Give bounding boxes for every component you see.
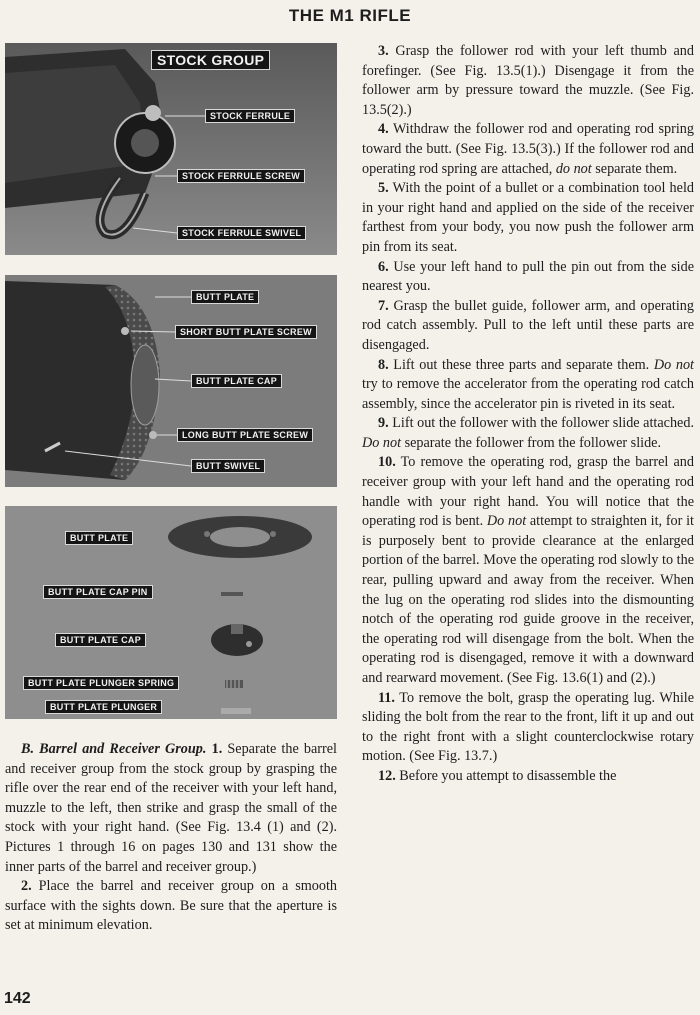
step-number: 10. <box>378 454 396 471</box>
page-number: 142 <box>4 990 31 1007</box>
paragraph-text: Before you attempt to disassemble the <box>395 767 617 784</box>
emphasis-text: Do not <box>653 356 694 373</box>
emphasis-text: do not <box>555 160 592 177</box>
paragraph-2 <box>5 877 337 936</box>
label-butt-plate: BUTT PLATE <box>191 290 259 304</box>
left-column-text <box>5 740 337 936</box>
step-number: 2. <box>21 878 32 895</box>
paragraph-text: try to remove the accelerator from the operating rod catch assembly, since the accelerator pin is riveted in its seat. <box>362 376 694 412</box>
paragraph-text: Withdraw the follower rod and operating rod spring toward the butt. (See Fig. 13.5(3).) If the follower rod and operating rod spring are attached, <box>362 121 694 177</box>
step-number: 5. <box>378 180 389 197</box>
step-number: 12. <box>378 767 396 784</box>
paragraph-text: Separate the barrel and receiver group from the stock group by grasping the rifle over the rear end of the receiver with your left hand, muzzle to the left, then strike and grasp the small of the stock with your right hand. (See Fig. 13.4 (1) and (2). Pictures 1 through 16 on pages 130 and 131 show the inner parts of the barrel and receiver group.) <box>5 741 337 875</box>
paragraph-10 <box>362 453 694 688</box>
step-number: 9. <box>378 415 389 432</box>
paragraph-11 <box>362 689 694 767</box>
label-stock-ferrule: STOCK FERRULE <box>205 109 295 123</box>
paragraph-text: To remove the operating rod, grasp the barrel and receiver group with your left hand and the operating rod handle with your right hand. You will notice that the operating rod is bent. <box>362 454 694 530</box>
label-butt-swivel: BUTT SWIVEL <box>191 459 265 473</box>
paragraph-text: Lift out these three parts and separate them. <box>388 356 654 373</box>
butt-plate-photo <box>5 275 337 487</box>
label-short-butt-plate-screw: SHORT BUTT PLATE SCREW <box>175 325 317 339</box>
paragraph-text: Grasp the follower rod with your left thumb and forefinger. (See Fig. 13.5(1).) Disengage it from the follower arm by pressure toward the muzzle. (See Fig. 13.5(2).) <box>362 43 694 118</box>
step-number: 7. <box>378 297 389 314</box>
page-header: THE M1 RIFLE <box>288 6 412 25</box>
label-butt-plate-plunger-spring: BUTT PLATE PLUNGER SPRING <box>23 676 179 690</box>
paragraph-text: To remove the bolt, grasp the operating lug. While sliding the bolt from the rear to the front, lift it up and out to the right front with a slight counterclockwise rotary motion. (See Fig. 13.7.) <box>362 689 694 765</box>
label-butt-plate-cap-part: BUTT PLATE CAP <box>55 633 146 647</box>
step-number: 1. <box>211 741 223 757</box>
label-butt-plate-plunger: BUTT PLATE PLUNGER <box>45 700 162 714</box>
paragraph-b1 <box>5 740 337 877</box>
label-stock-ferrule-swivel: STOCK FERRULE SWIVEL <box>177 226 306 240</box>
paragraph-text: Place the barrel and receiver group on a smooth surface with the sights down. Be sure that the aperture is set at minimum elevation. <box>5 878 337 934</box>
paragraph-text: attempt to straighten it, for it is purposely bent to provide clearance at the enlarged portion of the barrel. Move the operating rod slowly to the rear, pulling upward and away from the receiver. When the lug on the operating rod slides into the dismounting notch of the operating rod guide groove in the receiver, the operating rod will disengage from the bolt. When the operating rod is disengaged, remove it with a downward and rearward movement. (See Fig. 13.6(1) and (2).) <box>362 513 695 686</box>
right-column-text <box>362 42 694 787</box>
step-number: 11. <box>378 689 395 706</box>
step-number: 4. <box>378 121 389 138</box>
label-long-butt-plate-screw: LONG BUTT PLATE SCREW <box>177 428 313 442</box>
emphasis-text: Do not <box>362 434 402 451</box>
paragraph-text: separate the follower from the follower slide. <box>401 434 662 451</box>
label-butt-plate-cap-pin: BUTT PLATE CAP PIN <box>43 585 153 599</box>
stock-group-illustration <box>5 43 337 255</box>
paragraph-4 <box>362 120 694 179</box>
paragraph-8 <box>362 356 694 415</box>
label-butt-plate-part: BUTT PLATE <box>65 531 133 545</box>
step-number: 3. <box>378 43 389 59</box>
label-butt-plate-cap: BUTT PLATE CAP <box>191 374 282 388</box>
step-number: 6. <box>378 258 389 275</box>
paragraph-6 <box>362 258 694 297</box>
paragraph-text: separate them. <box>591 160 678 177</box>
step-number: 8. <box>378 356 389 373</box>
paragraph-text: Use your left hand to pull the pin out from the side nearest you. <box>362 258 694 295</box>
section-heading-barrel-receiver: B. Barrel and Receiver Group. <box>21 741 207 757</box>
butt-plate-illustration <box>5 275 337 487</box>
stock-group-photo <box>5 43 337 255</box>
paragraph-9 <box>362 414 694 453</box>
paragraph-text: Lift out the follower with the follower slide attached. <box>388 415 694 432</box>
paragraph-text: Grasp the bullet guide, follower arm, and operating rod catch assembly. Pull to the left until these parts are disengaged. <box>362 297 694 353</box>
label-stock-ferrule-screw: STOCK FERRULE SCREW <box>177 169 305 183</box>
emphasis-text: Do not <box>486 513 527 530</box>
paragraph-5 <box>362 179 694 257</box>
paragraph-3 <box>362 42 694 120</box>
paragraph-text: With the point of a bullet or a combination tool held in your right hand and applied on the side of the receiver farthest from your body, you now push the follower arm pin from its seat. <box>362 180 694 255</box>
figure-title-stock-group: STOCK GROUP <box>151 50 270 70</box>
butt-plate-parts-photo <box>5 506 337 719</box>
paragraph-12 <box>362 767 694 787</box>
paragraph-7 <box>362 297 694 356</box>
